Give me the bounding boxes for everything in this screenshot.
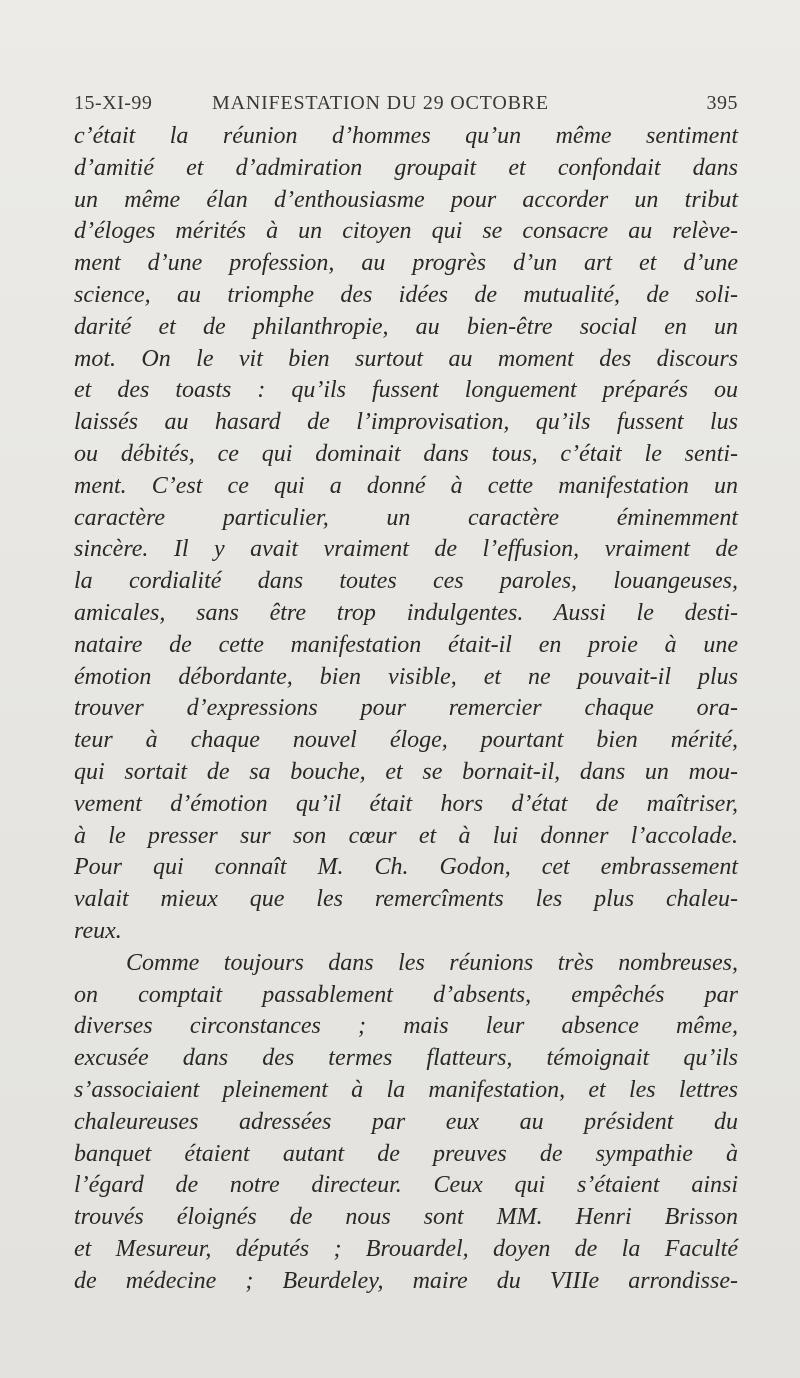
header-title: MANIFESTATION DU 29 OCTOBRE (212, 92, 549, 114)
text-line: la cordialité dans toutes ces paroles, louangeuses, (74, 568, 738, 595)
header-date: 15-XI-99 (74, 92, 153, 114)
text-line: d’amitié et d’admiration groupait et confondait dans (74, 154, 738, 181)
text-line: trouver d’expressions pour remercier chaque ora- (74, 695, 738, 722)
text-line: trouvés éloignés de nous sont MM. Henri Brisson (74, 1204, 738, 1231)
text-line: et Mesureur, députés ; Brouardel, doyen de la Faculté (74, 1235, 738, 1262)
text-line: chaleureuses adressées par eux au président du (74, 1108, 738, 1135)
text-line: sincère. Il y avait vraiment de l’effusion, vraiment de (74, 536, 738, 563)
text-line: ment. C’est ce qui a donné à cette manifestation un (74, 472, 738, 499)
text-line: amicales, sans être trop indulgentes. Aussi le desti- (74, 599, 738, 626)
text-line: nataire de cette manifestation était-il en proie à une (74, 631, 738, 658)
text-line: d’éloges mérités à un citoyen qui se consacre au relève- (74, 218, 738, 245)
text-line: Pour qui connaît M. Ch. Godon, cet embrassement (74, 854, 738, 881)
body-text (74, 121, 738, 1297)
text-line: émotion débordante, bien visible, et ne pouvait-il plus (74, 663, 738, 690)
text-line: science, au triomphe des idées de mutualité, de soli- (74, 281, 738, 308)
text-line: diverses circonstances ; mais leur absence même, (74, 1013, 738, 1040)
text-line: un même élan d’enthousiasme pour accorder un tribut (74, 186, 738, 213)
text-line: de médecine ; Beurdeley, maire du VIIIe arrondisse- (74, 1267, 738, 1294)
text-line: et des toasts : qu’ils fussent longuement préparés ou (74, 377, 738, 404)
text-line: à le presser sur son cœur et à lui donner l’accolade. (74, 822, 738, 849)
text-line: reux. (74, 917, 122, 944)
page-number: 395 (706, 92, 738, 114)
text-line: valait mieux que les remercîments les plus chaleu- (74, 886, 738, 913)
text-line: mot. On le vit bien surtout au moment des discours (74, 345, 738, 372)
text-line: vement d’émotion qu’il était hors d’état de maîtriser, (74, 790, 738, 817)
text-line: on comptait passablement d’absents, empêchés par (74, 981, 738, 1008)
text-line: ment d’une profession, au progrès d’un art et d’une (74, 250, 738, 277)
text-line: l’égard de notre directeur. Ceux qui s’étaient ainsi (74, 1172, 738, 1199)
text-line: laissés au hasard de l’improvisation, qu’ils fussent lus (74, 409, 738, 436)
text-line: s’associaient pleinement à la manifestation, et les lettres (74, 1076, 738, 1103)
text-line: teur à chaque nouvel éloge, pourtant bien mérité, (74, 727, 738, 754)
text-line: c’était la réunion d’hommes qu’un même sentiment (74, 123, 738, 149)
text-line: ou débités, ce qui dominait dans tous, c’était le senti- (74, 440, 738, 467)
text-line: banquet étaient autant de preuves de sympathie à (74, 1140, 738, 1167)
text-line: Comme toujours dans les réunions très nombreuses, (126, 949, 738, 976)
text-line: excusée dans des termes flatteurs, témoignait qu’ils (74, 1045, 738, 1072)
text-line: caractère particulier, un caractère éminemment (74, 504, 738, 531)
running-head (74, 92, 738, 118)
text-line: qui sortait de sa bouche, et se bornait-il, dans un mou- (74, 758, 738, 785)
text-line: darité et de philanthropie, au bien-être social en un (74, 313, 738, 340)
